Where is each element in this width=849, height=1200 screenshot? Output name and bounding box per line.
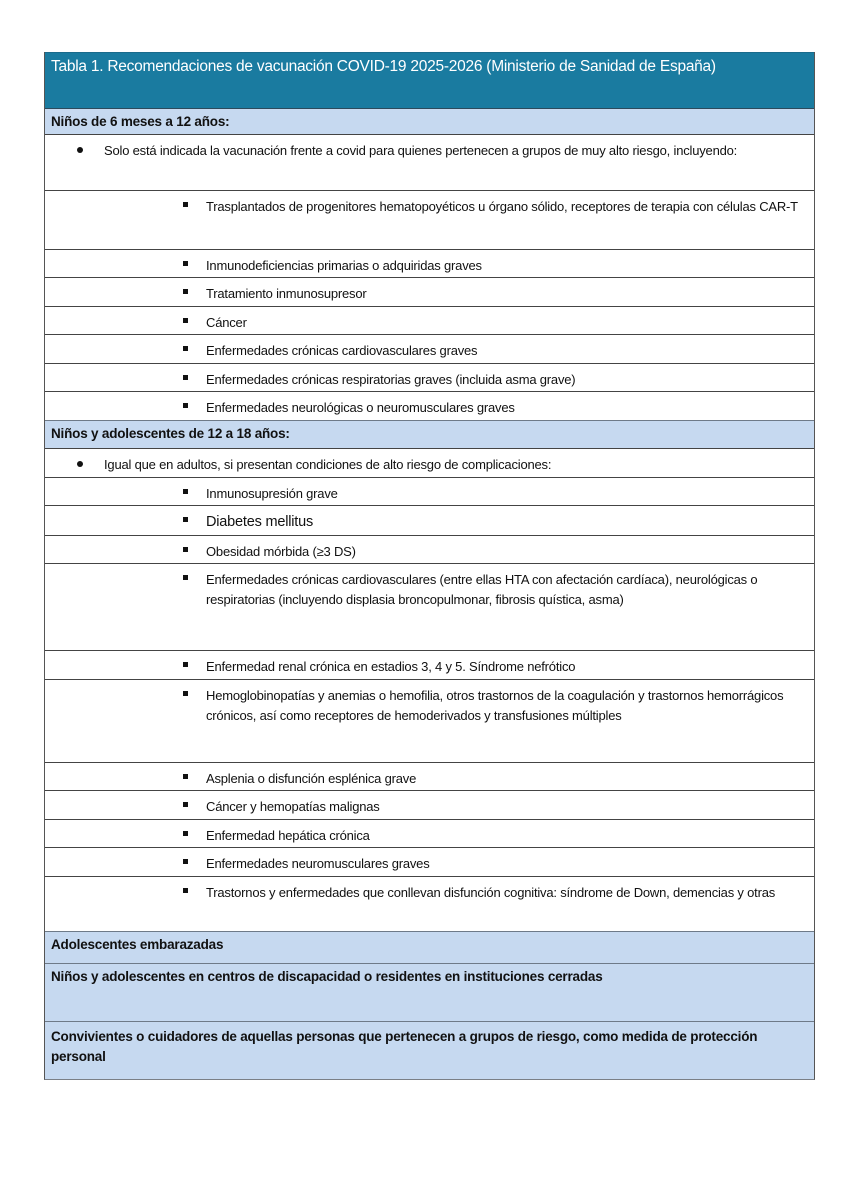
bullet-square-icon [183,202,188,207]
list-item [45,334,814,363]
list-item-text: Enfermedad renal crónica en estadios 3, 4 y 5. Síndrome nefrótico [206,659,576,674]
intro-text: Igual que en adultos, si presentan condiciones de alto riesgo de complicaciones: [104,457,552,472]
list-item [45,819,814,847]
list-item [45,306,814,334]
intro-text: Solo está indicada la vacunación frente a covid para quienes pertenecen a grupos de muy alto riesgo, incluyendo: [104,143,738,158]
bullet-dot-icon [77,461,83,467]
list-item-text: Trastornos y enfermedades que conllevan disfunción cognitiva: síndrome de Down, demencias y otras [206,885,776,900]
section-heading-row [45,931,814,963]
section-heading-row [45,1021,814,1079]
section-heading: Niños y adolescentes en centros de discapacidad o residentes en instituciones cerradas [51,969,603,984]
list-item [45,790,814,819]
list-item [45,477,814,505]
bullet-square-icon [183,831,188,836]
list-item-text: Asplenia o disfunción esplénica grave [206,771,417,786]
bullet-square-icon [183,859,188,864]
list-item-text: Enfermedades crónicas cardiovasculares graves [206,343,478,358]
list-item-text: Inmunosupresión grave [206,486,338,501]
list-item [45,505,814,535]
list-item [45,563,814,650]
bullet-square-icon [183,888,188,893]
bullet-square-icon [183,403,188,408]
list-item-text: Trasplantados de progenitores hematopoyéticos u órgano sólido, receptores de terapia con células CAR-T [206,199,798,214]
list-item-text: Enfermedades crónicas cardiovasculares (entre ellas HTA con afectación cardíaca), neurológicas o respiratorias (incluyendo displasia broncopulmonar, fibrosis quística, asma) [206,572,758,607]
list-item [45,190,814,249]
section-heading-row [45,420,814,448]
table-title-row [45,52,814,108]
bullet-square-icon [183,346,188,351]
list-item [45,249,814,277]
list-item-text: Diabetes mellitus [206,514,314,530]
intro-row [45,134,814,190]
bullet-square-icon [183,318,188,323]
list-item [45,762,814,790]
bullet-square-icon [183,375,188,380]
bullet-square-icon [183,517,188,522]
list-item-text: Enfermedad hepática crónica [206,828,370,843]
list-item-text: Tratamiento inmunosupresor [206,286,367,301]
section-heading-row [45,108,814,134]
list-item-text: Enfermedades neurológicas o neuromusculares graves [206,400,515,415]
list-item-text: Obesidad mórbida (≥3 DS) [206,544,356,559]
bullet-square-icon [183,774,188,779]
bullet-dot-icon [77,147,83,153]
list-item [45,391,814,420]
list-item-text: Cáncer [206,315,247,330]
section-heading-row [45,963,814,1021]
list-item [45,363,814,391]
bullet-square-icon [183,575,188,580]
list-item [45,679,814,762]
list-item [45,876,814,931]
bullet-square-icon [183,691,188,696]
intro-row [45,448,814,477]
table-title: Tabla 1. Recomendaciones de vacunación COVID-19 2025-2026 (Ministerio de Sanidad de España) [51,58,716,75]
section-heading: Niños de 6 meses a 12 años: [51,114,230,129]
bullet-square-icon [183,289,188,294]
bullet-square-icon [183,662,188,667]
bullet-square-icon [183,261,188,266]
section-heading: Adolescentes embarazadas [51,937,224,952]
list-item [45,277,814,306]
section-heading: Convivientes o cuidadores de aquellas personas que pertenecen a grupos de riesgo, como medida de protección personal [51,1029,758,1064]
list-item [45,650,814,679]
section-heading: Niños y adolescentes de 12 a 18 años: [51,426,290,441]
list-item-text: Enfermedades crónicas respiratorias graves (incluida asma grave) [206,372,576,387]
list-item-text: Inmunodeficiencias primarias o adquiridas graves [206,258,482,273]
list-item-text: Hemoglobinopatías y anemias o hemofilia, otros trastornos de la coagulación y trastornos hemorrágicos crónicos, así como receptores de hemoderivados y transfusiones múltiples [206,688,784,723]
list-item-text: Enfermedades neuromusculares graves [206,856,430,871]
vaccination-recommendations-table [44,52,815,1080]
list-item [45,847,814,876]
list-item [45,535,814,563]
bullet-square-icon [183,489,188,494]
bullet-square-icon [183,802,188,807]
bullet-square-icon [183,547,188,552]
list-item-text: Cáncer y hemopatías malignas [206,799,380,814]
